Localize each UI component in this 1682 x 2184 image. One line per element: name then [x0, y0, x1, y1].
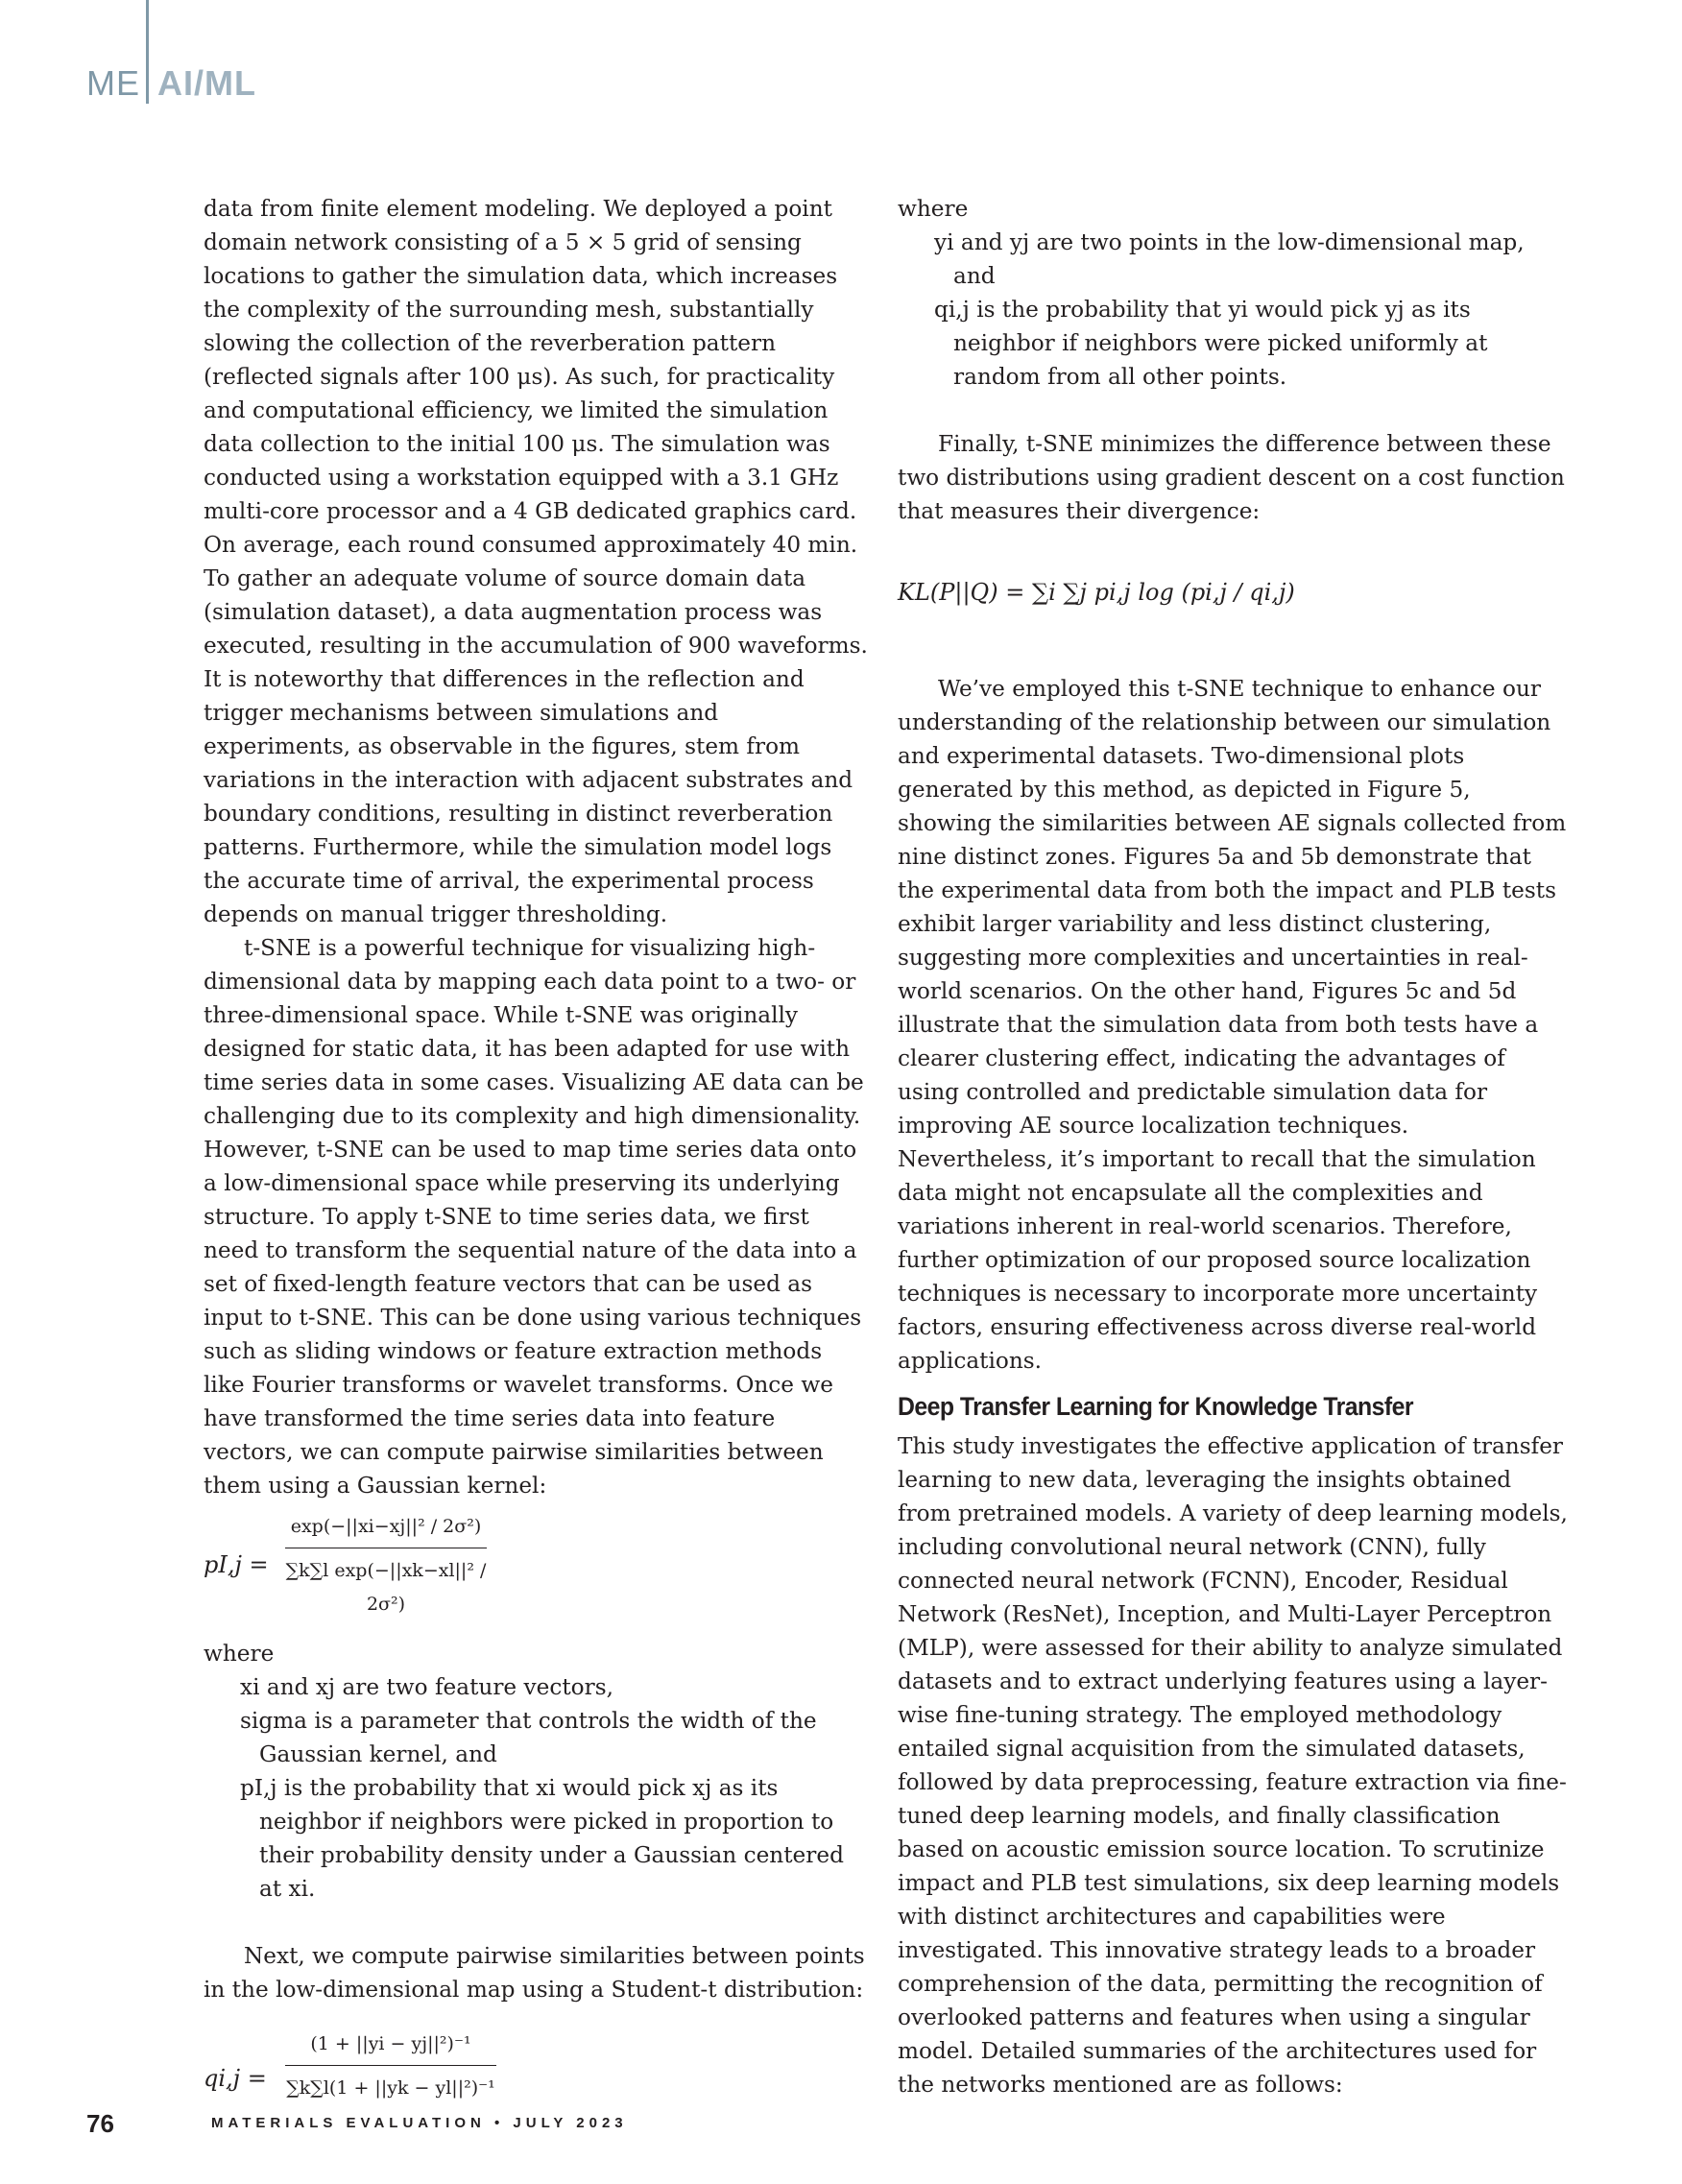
left-column: [204, 192, 868, 2122]
definition-item: sigma is a parameter that controls the width of the Gaussian kernel, and: [240, 1708, 817, 1767]
equation-kl-text: KL(P||Q) = ∑i ∑j pi,j log (pi,j / qi,j): [898, 579, 1295, 606]
paragraph: Next, we compute pairwise similarities between points in the low-dimensional map using a Student-t distribution:: [204, 1943, 865, 2003]
equation-lhs: pI,j =: [204, 1551, 269, 1578]
definition-item: pI,j is the probability that xi would pick xj as its neighbor if neighbors were picked in proportion to their probability density under a Gaussian centered at xi.: [240, 1775, 844, 1902]
paragraph: data from finite element modeling. We deployed a point domain network consisting of a 5 × 5 grid of sensing locations to gather the simulation data, which increases the complexity of the surrounding mesh, substantially slowing the collection of the reverberation pattern (reflected signals after 100 μs). As such, for practicality and computational efficiency, we limited the simulation data collection to the initial 100 μs. The simulation was conducted using a workstation equipped with a 3.1 GHz multi-core processor and a 4 GB dedicated graphics card. On average, each round consumed approximately 40 min. To gather an adequate volume of source domain data (simulation dataset), a data augmentation process was executed, resulting in the accumulation of 900 waveforms. It is noteworthy that differences in the reflection and trigger mechanisms between simulations and experiments, as observable in the figures, stem from variations in the interaction with adjacent substrates and boundary conditions, resulting in distinct reverberation patterns. Furthermore, while the simulation model logs the accurate time of arrival, the experimental process depends on manual trigger thresholding.: [204, 196, 868, 927]
equation-denominator: ∑k∑l(1 + ||yk − yl||²)⁻¹: [286, 2077, 495, 2099]
equation-numerator: (1 + ||yi − yj||²)⁻¹: [310, 2033, 471, 2054]
paragraph: Finally, t-SNE minimizes the difference between these two distributions using gradient descent on a cost function that measures their divergence:: [898, 431, 1565, 524]
equation-denominator: ∑k∑l exp(−||xk−xl||² / 2σ²): [285, 1560, 487, 1615]
equation-kl: [898, 528, 1570, 672]
equation-lhs: qi,j =: [204, 2065, 267, 2092]
definition-item: yi and yj are two points in the low-dimensional map, and: [934, 229, 1525, 289]
paragraph: We’ve employed this t-SNE technique to enhance our understanding of the relationship between our simulation and experimental datasets. Two-dimensional plots generated by this method, as depicted in Figure 5, showing the similarities between AE signals collected from nine distinct zones. Figures 5a and 5b demonstrate that the experimental data from both the impact and PLB tests exhibit larger variability and less distinct clustering, suggesting more complexities and uncertainties in real-world scenarios. On the other hand, Figures 5c and 5d illustrate that the simulation data from both tests have a clearer clustering effect, indicating the advantages of using controlled and predictable simulation data for improving AE source localization techniques. Nevertheless, it’s important to recall that the simulation data might not encapsulate all the complexities and variations inherent in real-world scenarios. Therefore, further optimization of our proposed source localization techniques is necessary to incorporate more uncertainty factors, ensuring effectiveness across diverse real-world applications.: [898, 676, 1567, 1374]
where-label: where: [204, 1641, 275, 1667]
header-rule: [146, 0, 149, 104]
definition-item: xi and xj are two feature vectors,: [240, 1674, 613, 1700]
journal-name: MATERIALS EVALUATION • JULY 2023: [211, 2115, 628, 2131]
topic-label: AI/ML: [157, 63, 256, 103]
equation-gaussian: [204, 1502, 868, 1637]
equation-numerator: exp(−||xi−xj||² / 2σ²): [290, 1516, 482, 1537]
equation-student-t: [204, 2006, 868, 2122]
section-label: ME: [86, 63, 140, 103]
paragraph: This study investigates the effective application of transfer learning to new data, leveraging the insights obtained from pretrained models. A variety of deep learning models, including convolutional neural network (CNN), fully connected neural network (FCNN), Encoder, Residual Network (ResNet), Inception, and Multi-Layer Perceptron (MLP), were assessed for their ability to analyze simulated datasets and to extract underlying features using a layer-wise fine-tuning strategy. The employed methodology entailed signal acquisition from the simulated datasets, followed by data preprocessing, feature extraction via fine-tuned deep learning models, and finally classification based on acoustic emission source location. To scrutinize impact and PLB test simulations, six deep learning models with distinct architectures and capabilities were investigated. This innovative strategy leads to a broader comprehension of the data, permitting the recognition of overlooked patterns and features when using a singular model. Detailed summaries of the architectures used for the networks mentioned are as follows:: [898, 1433, 1568, 2098]
right-column: [898, 192, 1570, 2101]
paragraph: t-SNE is a powerful technique for visualizing high-dimensional data by mapping each data point to a two- or three-dimensional space. While t-SNE was originally designed for static data, it has been adapted for use with time series data in some cases. Visualizing AE data can be challenging due to its complexity and high dimensionality. However, t-SNE can be used to map time series data onto a low-dimensional space while preserving its underlying structure. To apply t-SNE to time series data, we first need to transform the sequential nature of the data into a set of fixed-length feature vectors that can be used as input to t-SNE. This can be done using various techniques such as sliding windows or feature extraction methods like Fourier transforms or wavelet transforms. Once we have transformed the time series data into feature vectors, we can compute pairwise similarities between them using a Gaussian kernel:: [204, 935, 864, 1499]
section-heading: Deep Transfer Learning for Knowledge Transfer: [898, 1392, 1413, 1421]
definition-item: qi,j is the probability that yi would pick yj as its neighbor if neighbors were picked uniformly at random from all other points.: [934, 297, 1488, 390]
page-number: 76: [86, 2109, 114, 2138]
where-label: where: [898, 196, 969, 222]
